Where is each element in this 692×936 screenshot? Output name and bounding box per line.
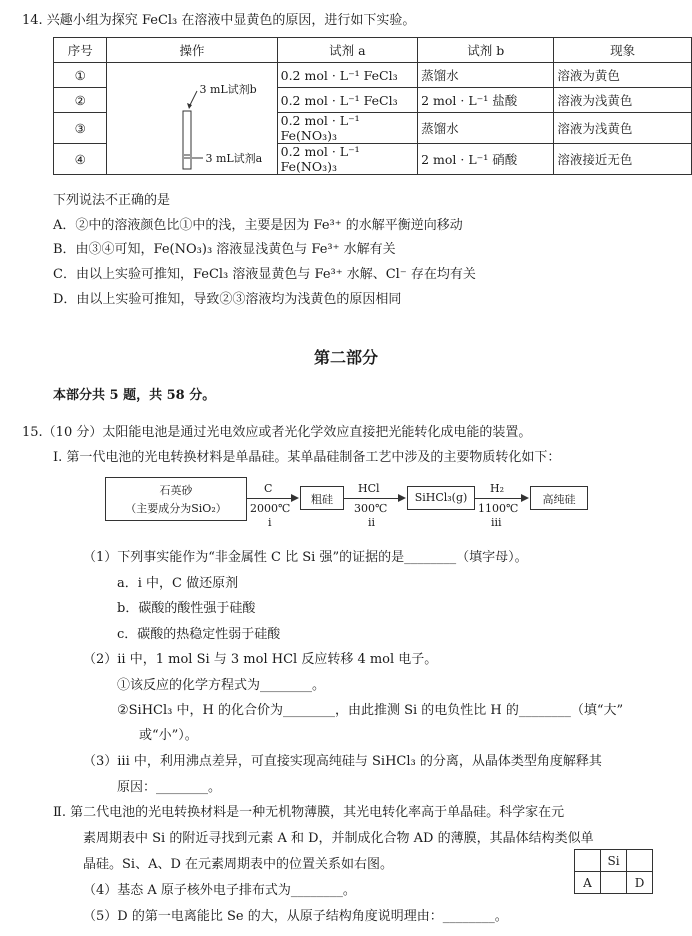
q15-part2-2b: 或“小”）。 [139,728,198,743]
option-c: C．由以上实验可推知，FeCl₃ 溶液显黄色与 Fe³⁺ 水解、Cl⁻ 存在均有关 [53,267,476,282]
grid-si: Si [601,850,627,872]
q15-part1-a: a．i 中，C 做还原剂 [117,576,239,591]
q15-part5: （5）D 的第一电离能比 Se 的大，从原子结构角度说明理由：________。 [83,909,508,924]
q15-part3b: 原因：________。 [117,780,222,795]
header-reagent-b: 试剂 b [418,38,554,63]
q14-question: 下列说法不正确的是 [53,193,171,208]
header-phenomenon: 现象 [554,38,692,63]
experiment-table [53,37,692,175]
q15-section-2-line2: 素周期表中 Si 的附近寻找到元素 A 和 D，并制成化合物 AD 的薄膜，其晶体结构类似单 [83,831,594,846]
q15-section-2-line1: Ⅱ. 第二代电池的光电转换材料是一种无机物薄膜，其光电转化率高于单晶硅。科学家在元 [53,805,565,820]
q15-part2: （2）ii 中，1 mol Si 与 3 mol HCl 反应转移 4 mol 电子。 [83,652,438,667]
table-row: ① 3 mL试剂b 3 mL试剂a 0.2 mol · L⁻¹ FeCl₃ 蒸馏水 溶液为黄色 [54,63,692,88]
option-a: A．②中的溶液颜色比①中的浅，主要是因为 Fe³⁺ 的水解平衡逆向移动 [53,218,463,233]
part2-note: 本部分共 5 题，共 58 分。 [53,388,216,403]
table-row: ③ 0.2 mol · L⁻¹ Fe(NO₃)₃ 蒸馏水 溶液为浅黄色 [54,113,692,144]
q15-part3: （3）iii 中，利用沸点差异，可直接实现高纯硅与 SiHCl₃ 的分离，从晶体类型角度解释其 [83,754,602,769]
grid-d: D [627,872,653,894]
periodic-position-grid [574,849,653,894]
q15-part2-2: ②SiHCl₃ 中，H 的化合价为________，由此推测 Si 的电负性比 H 的________（填“大” [117,703,624,718]
q15-part1-c: c．碳酸的热稳定性弱于硅酸 [117,627,281,642]
grid-a: A [575,872,601,894]
q15-part1: （1）下列事实能作为“非金属性 C 比 Si 强”的证据的是________（填字母）。 [83,550,528,565]
option-d: D．由以上实验可推知，导致②③溶液均为浅黄色的原因相同 [53,292,402,307]
header-reagent-a: 试剂 a [277,38,418,63]
q15-part2-1: ①该反应的化学方程式为________。 [117,678,326,693]
part2-title: 第二部分 [313,348,378,367]
q15-section-1: Ⅰ. 第一代电池的光电转换材料是单晶硅。某单晶硅制备工艺中涉及的主要物质转化如下： [53,450,561,465]
flow-pure-si-box: 高纯硅 [530,486,588,510]
flow-sihcl3-box: SiHCl₃(g) [407,486,475,510]
flow-crude-si-box: 粗硅 [300,486,344,510]
q15-part1-b: b．碳酸的酸性强于硅酸 [117,601,256,616]
table-row: ② 0.2 mol · L⁻¹ FeCl₃ 2 mol · L⁻¹ 盐酸 溶液为浅黄色 [54,88,692,113]
operation-cell [107,63,277,175]
table-row: ④ 0.2 mol · L⁻¹ Fe(NO₃)₃ 2 mol · L⁻¹ 硝酸 溶液接近无色 [54,144,692,175]
q15-section-2-line3: 晶硅。Si、A、D 在元素周期表中的位置关系如右图。 [83,857,394,872]
header-operation: 操作 [107,38,277,63]
flow-start-box: 石英砂 （主要成分为SiO₂） [105,477,247,521]
option-b: B．由③④可知，Fe(NO₃)₃ 溶液显浅黄色与 Fe³⁺ 水解有关 [53,242,396,257]
header-no: 序号 [54,38,107,63]
op-label-a: 3 mL试剂a [205,152,263,165]
q15-stem: 15.（10 分）太阳能电池是通过光电效应或者光化学效应直接把光能转化成电能的装置。 [22,425,532,440]
q14-stem: 14. 兴趣小组为探究 FeCl₃ 在溶液中显黄色的原因，进行如下实验。 [22,13,416,28]
op-label-b: 3 mL试剂b [199,83,257,96]
q15-part4: （4）基态 A 原子核外电子排布式为________。 [83,883,356,898]
